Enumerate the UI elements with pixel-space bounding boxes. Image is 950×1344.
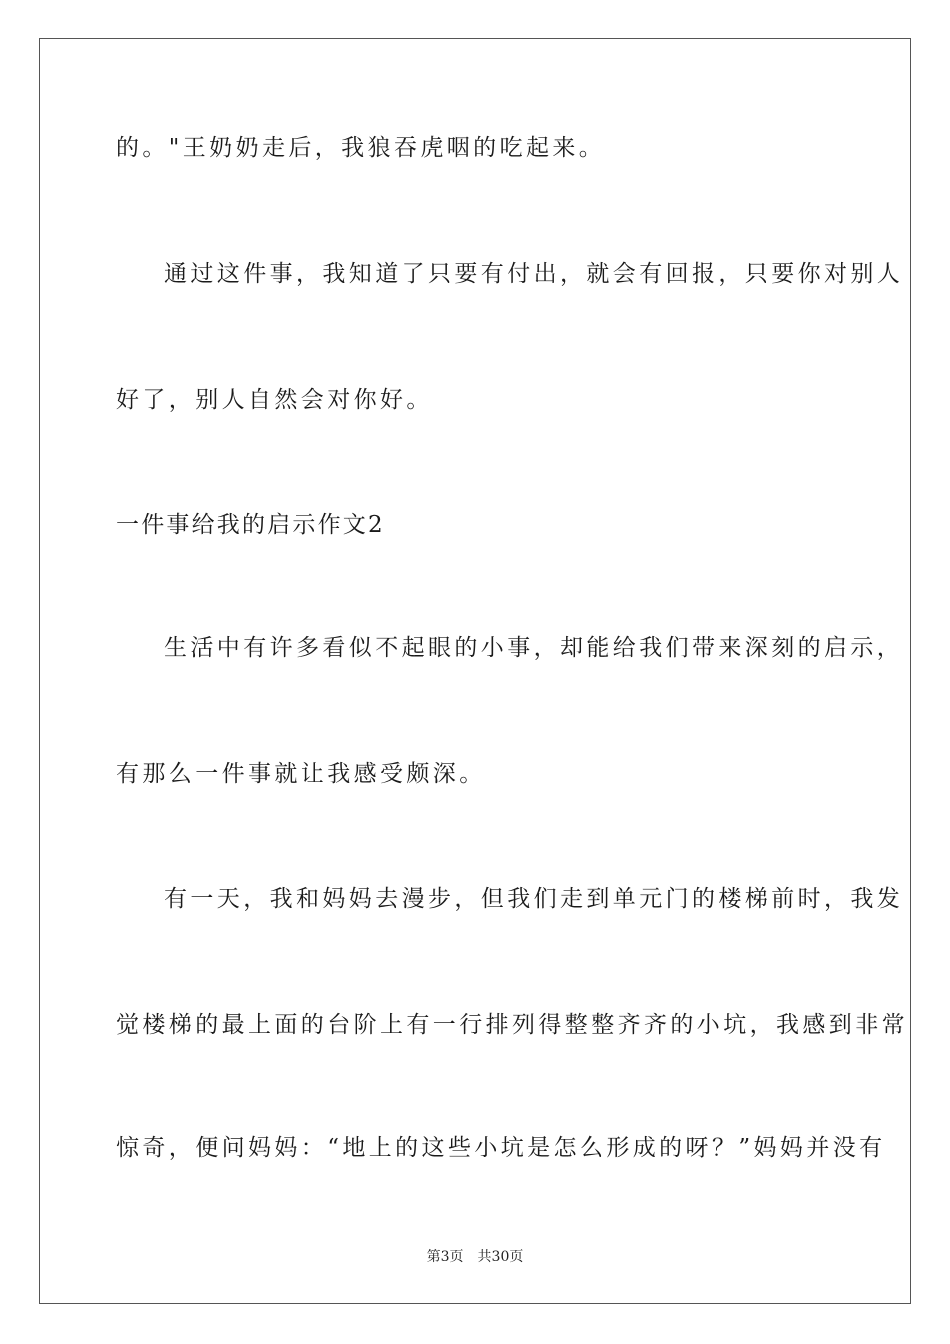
page-number: 第3页 (426, 1249, 464, 1265)
page-border (39, 38, 911, 1304)
body-line-8: 惊奇，便问妈妈：“地上的这些小坑是怎么形成的呀？”妈妈并没有 (116, 1135, 886, 1161)
body-line-4: 生活中有许多看似不起眼的小事，却能给我们带来深刻的启示， (164, 635, 904, 661)
body-line-6: 有一天，我和妈妈去漫步，但我们走到单元门的楼梯前时，我发 (164, 886, 904, 912)
body-line-5: 有那么一件事就让我感受颇深。 (116, 761, 486, 787)
body-line-2: 通过这件事，我知道了只要有付出，就会有回报，只要你对别人 (164, 261, 904, 287)
page-footer (0, 1248, 950, 1266)
page-total: 共30页 (477, 1249, 524, 1265)
body-line-1: 的。"王奶奶走后，我狼吞虎咽的吃起来。 (116, 135, 606, 161)
body-line-3: 好了，别人自然会对你好。 (116, 387, 433, 413)
section-heading: 一件事给我的启示作文2 (116, 512, 385, 538)
body-line-7: 觉楼梯的最上面的台阶上有一行排列得整整齐齐的小坑，我感到非常 (116, 1012, 908, 1038)
